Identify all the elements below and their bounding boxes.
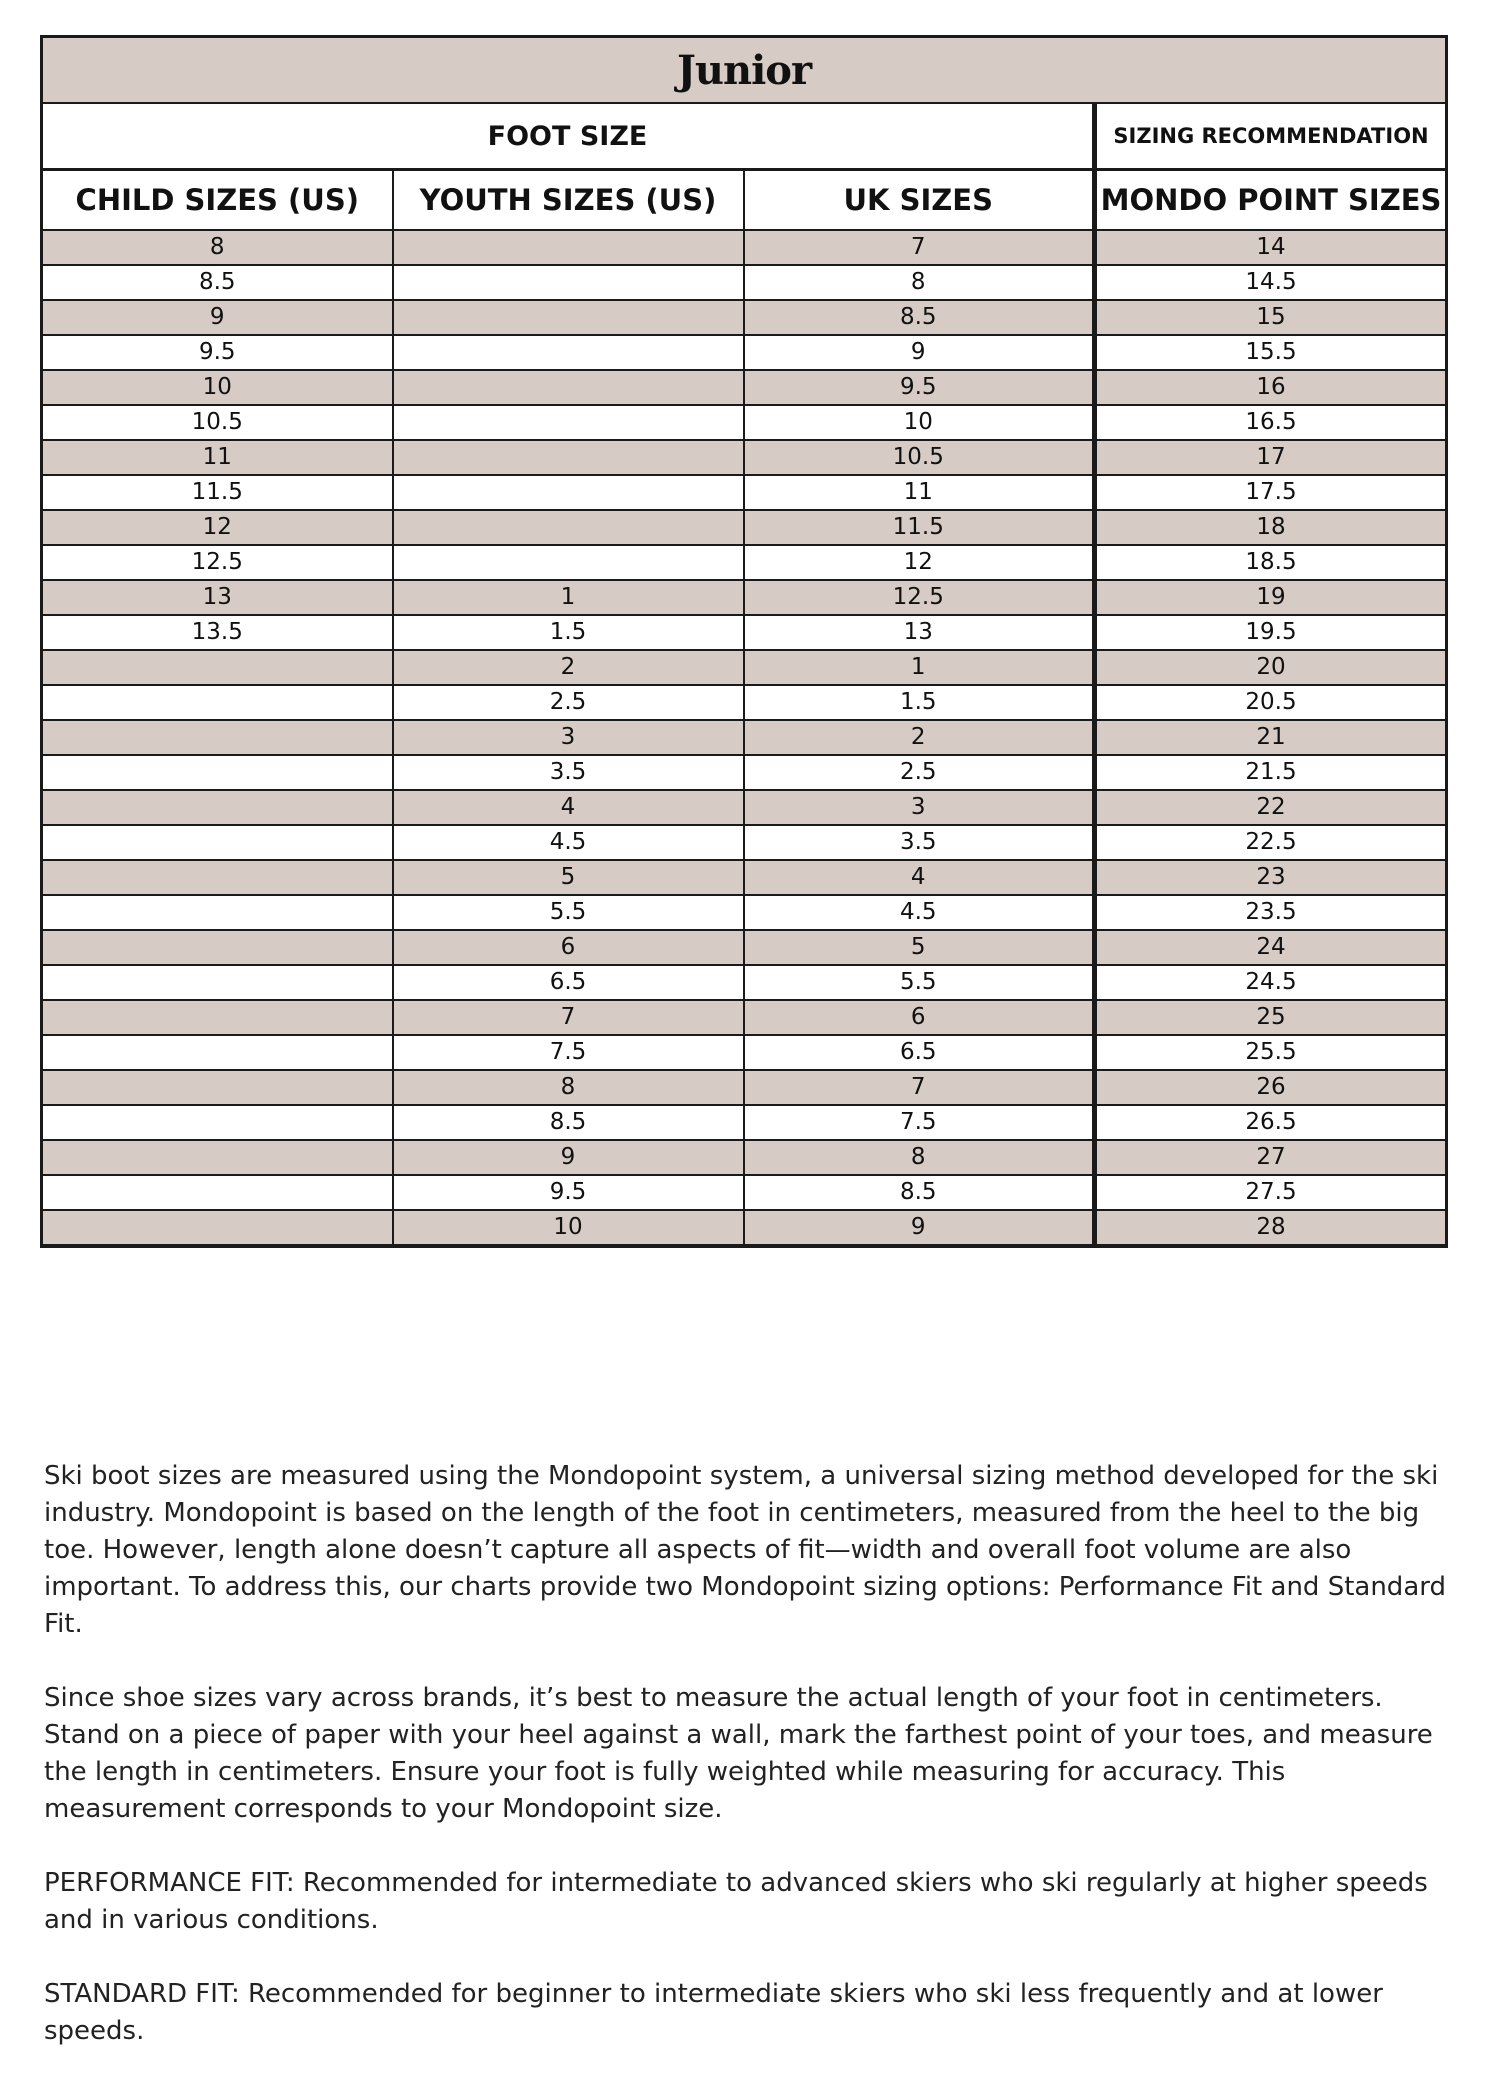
child-size-cell [42, 790, 393, 825]
youth-size-cell: 6 [393, 930, 744, 965]
column-header-mondo-point: MONDO POINT SIZES [1095, 170, 1447, 231]
child-size-cell: 8 [42, 230, 393, 265]
child-size-cell [42, 860, 393, 895]
mondo-point-cell: 24 [1095, 930, 1447, 965]
table-row [42, 825, 1447, 860]
table-row [42, 1210, 1447, 1246]
child-size-cell: 11 [42, 440, 393, 475]
uk-size-cell: 6.5 [744, 1035, 1095, 1070]
table-row [42, 335, 1447, 370]
uk-size-cell: 7 [744, 230, 1095, 265]
table-row [42, 895, 1447, 930]
uk-size-cell: 9 [744, 335, 1095, 370]
table-row [42, 650, 1447, 685]
table-row [42, 1105, 1447, 1140]
column-header-uk: UK SIZES [744, 170, 1095, 231]
child-size-cell [42, 1140, 393, 1175]
uk-size-cell: 3.5 [744, 825, 1095, 860]
youth-size-cell: 3 [393, 720, 744, 755]
child-size-cell [42, 720, 393, 755]
child-size-cell: 9 [42, 300, 393, 335]
uk-size-cell: 3 [744, 790, 1095, 825]
child-size-cell [42, 930, 393, 965]
notes-paragraph: Since shoe sizes vary across brands, it’s best to measure the actual length of your foot in centimeters. Stand on a piece of paper with your heel against a wall, mark the farthest point of your toes, and measure the length in centimeters. Ensure your foot is fully weighted while measuring for accuracy. This measurement corresponds to your Mondopoint size. [44, 1683, 1433, 1824]
uk-size-cell: 8 [744, 1140, 1095, 1175]
table-row [42, 580, 1447, 615]
table-row [42, 860, 1447, 895]
mondo-point-cell: 18 [1095, 510, 1447, 545]
size-rows [42, 230, 1447, 1246]
mondo-point-cell: 27.5 [1095, 1175, 1447, 1210]
youth-size-cell: 4 [393, 790, 744, 825]
youth-size-cell [393, 370, 744, 405]
youth-size-cell: 1.5 [393, 615, 744, 650]
uk-size-cell: 2 [744, 720, 1095, 755]
child-size-cell: 10 [42, 370, 393, 405]
youth-size-cell: 8.5 [393, 1105, 744, 1140]
uk-size-cell: 10 [744, 405, 1095, 440]
youth-size-cell: 8 [393, 1070, 744, 1105]
uk-size-cell: 11 [744, 475, 1095, 510]
mondo-point-cell: 23.5 [1095, 895, 1447, 930]
uk-size-cell: 11.5 [744, 510, 1095, 545]
child-size-cell [42, 1105, 393, 1140]
uk-size-cell: 6 [744, 1000, 1095, 1035]
youth-size-cell: 7.5 [393, 1035, 744, 1070]
youth-size-cell [393, 475, 744, 510]
uk-size-cell: 4.5 [744, 895, 1095, 930]
uk-size-cell: 13 [744, 615, 1095, 650]
child-size-cell [42, 1175, 393, 1210]
table-row [42, 615, 1447, 650]
uk-size-cell: 2.5 [744, 755, 1095, 790]
child-size-cell: 12 [42, 510, 393, 545]
sizing-notes [44, 1458, 1454, 2087]
child-size-cell: 9.5 [42, 335, 393, 370]
youth-size-cell: 4.5 [393, 825, 744, 860]
child-size-cell: 10.5 [42, 405, 393, 440]
table-row [42, 1035, 1447, 1070]
notes-paragraph: PERFORMANCE FIT: Recommended for intermediate to advanced skiers who ski regularly at higher speeds and in various conditions. [44, 1868, 1428, 1935]
mondo-point-cell: 16 [1095, 370, 1447, 405]
sizing-recommendation-group-header: SIZING RECOMMENDATION [1095, 103, 1447, 170]
mondo-point-cell: 17.5 [1095, 475, 1447, 510]
column-header-child-us: CHILD SIZES (US) [42, 170, 393, 231]
notes-paragraph: Ski boot sizes are measured using the Mondopoint system, a universal sizing method developed for the ski industry. Mondopoint is based on the length of the foot in centimeters, measured from the heel to the big toe. However, length alone doesn’t capture all aspects of fit—width and overall foot volume are also important. To address this, our charts provide two Mondopoint sizing options: Performance Fit and Standard Fit. [44, 1461, 1446, 1639]
mondo-point-cell: 27 [1095, 1140, 1447, 1175]
youth-size-cell [393, 510, 744, 545]
child-size-cell: 11.5 [42, 475, 393, 510]
uk-size-cell: 7 [744, 1070, 1095, 1105]
mondo-point-cell: 25.5 [1095, 1035, 1447, 1070]
notes-paragraph: STANDARD FIT: Recommended for beginner to intermediate skiers who ski less frequently and at lower speeds. [44, 1979, 1383, 2046]
mondo-point-cell: 24.5 [1095, 965, 1447, 1000]
child-size-cell [42, 685, 393, 720]
table-row [42, 370, 1447, 405]
youth-size-cell: 3.5 [393, 755, 744, 790]
youth-size-cell [393, 335, 744, 370]
youth-size-cell [393, 405, 744, 440]
uk-size-cell: 8 [744, 265, 1095, 300]
uk-size-cell: 4 [744, 860, 1095, 895]
child-size-cell [42, 650, 393, 685]
junior-size-chart [40, 35, 1448, 1248]
child-size-cell [42, 1035, 393, 1070]
mondo-point-cell: 17 [1095, 440, 1447, 475]
youth-size-cell [393, 545, 744, 580]
mondo-point-cell: 14.5 [1095, 265, 1447, 300]
child-size-cell: 13 [42, 580, 393, 615]
child-size-cell [42, 825, 393, 860]
uk-size-cell: 12.5 [744, 580, 1095, 615]
youth-size-cell: 10 [393, 1210, 744, 1246]
mondo-point-cell: 19.5 [1095, 615, 1447, 650]
uk-size-cell: 5 [744, 930, 1095, 965]
mondo-point-cell: 26 [1095, 1070, 1447, 1105]
child-size-cell [42, 1000, 393, 1035]
mondo-point-cell: 21 [1095, 720, 1447, 755]
uk-size-cell: 9 [744, 1210, 1095, 1246]
table-row [42, 965, 1447, 1000]
mondo-point-cell: 18.5 [1095, 545, 1447, 580]
youth-size-cell: 2 [393, 650, 744, 685]
mondo-point-cell: 20 [1095, 650, 1447, 685]
youth-size-cell [393, 265, 744, 300]
mondo-point-cell: 14 [1095, 230, 1447, 265]
youth-size-cell [393, 440, 744, 475]
mondo-point-cell: 15.5 [1095, 335, 1447, 370]
table-row [42, 930, 1447, 965]
mondo-point-cell: 28 [1095, 1210, 1447, 1246]
table-row [42, 685, 1447, 720]
mondo-point-cell: 20.5 [1095, 685, 1447, 720]
mondo-point-cell: 15 [1095, 300, 1447, 335]
mondo-point-cell: 16.5 [1095, 405, 1447, 440]
mondo-point-cell: 23 [1095, 860, 1447, 895]
youth-size-cell: 1 [393, 580, 744, 615]
child-size-cell [42, 1210, 393, 1246]
uk-size-cell: 7.5 [744, 1105, 1095, 1140]
table-row [42, 545, 1447, 580]
table-row [42, 720, 1447, 755]
uk-size-cell: 8.5 [744, 1175, 1095, 1210]
uk-size-cell: 1.5 [744, 685, 1095, 720]
uk-size-cell: 9.5 [744, 370, 1095, 405]
youth-size-cell: 2.5 [393, 685, 744, 720]
table-row [42, 440, 1447, 475]
youth-size-cell: 5.5 [393, 895, 744, 930]
mondo-point-cell: 22 [1095, 790, 1447, 825]
mondo-point-cell: 21.5 [1095, 755, 1447, 790]
mondo-point-cell: 19 [1095, 580, 1447, 615]
child-size-cell [42, 1070, 393, 1105]
child-size-cell [42, 895, 393, 930]
table-row [42, 1175, 1447, 1210]
table-row [42, 1000, 1447, 1035]
youth-size-cell: 5 [393, 860, 744, 895]
uk-size-cell: 5.5 [744, 965, 1095, 1000]
table-row [42, 510, 1447, 545]
youth-size-cell: 6.5 [393, 965, 744, 1000]
child-size-cell: 8.5 [42, 265, 393, 300]
foot-size-group-header: FOOT SIZE [42, 103, 1095, 170]
column-header-youth-us: YOUTH SIZES (US) [393, 170, 744, 231]
youth-size-cell [393, 230, 744, 265]
child-size-cell [42, 965, 393, 1000]
table-row [42, 265, 1447, 300]
table-row [42, 300, 1447, 335]
table-row [42, 755, 1447, 790]
child-size-cell: 12.5 [42, 545, 393, 580]
table-row [42, 405, 1447, 440]
child-size-cell [42, 755, 393, 790]
child-size-cell: 13.5 [42, 615, 393, 650]
table-row [42, 1140, 1447, 1175]
mondo-point-cell: 25 [1095, 1000, 1447, 1035]
mondo-point-cell: 26.5 [1095, 1105, 1447, 1140]
youth-size-cell: 7 [393, 1000, 744, 1035]
table-row [42, 230, 1447, 265]
youth-size-cell [393, 300, 744, 335]
youth-size-cell: 9.5 [393, 1175, 744, 1210]
uk-size-cell: 1 [744, 650, 1095, 685]
table-row [42, 1070, 1447, 1105]
table-row [42, 475, 1447, 510]
uk-size-cell: 8.5 [744, 300, 1095, 335]
uk-size-cell: 12 [744, 545, 1095, 580]
chart-title: Junior [42, 37, 1447, 104]
mondo-point-cell: 22.5 [1095, 825, 1447, 860]
table-row [42, 790, 1447, 825]
uk-size-cell: 10.5 [744, 440, 1095, 475]
youth-size-cell: 9 [393, 1140, 744, 1175]
